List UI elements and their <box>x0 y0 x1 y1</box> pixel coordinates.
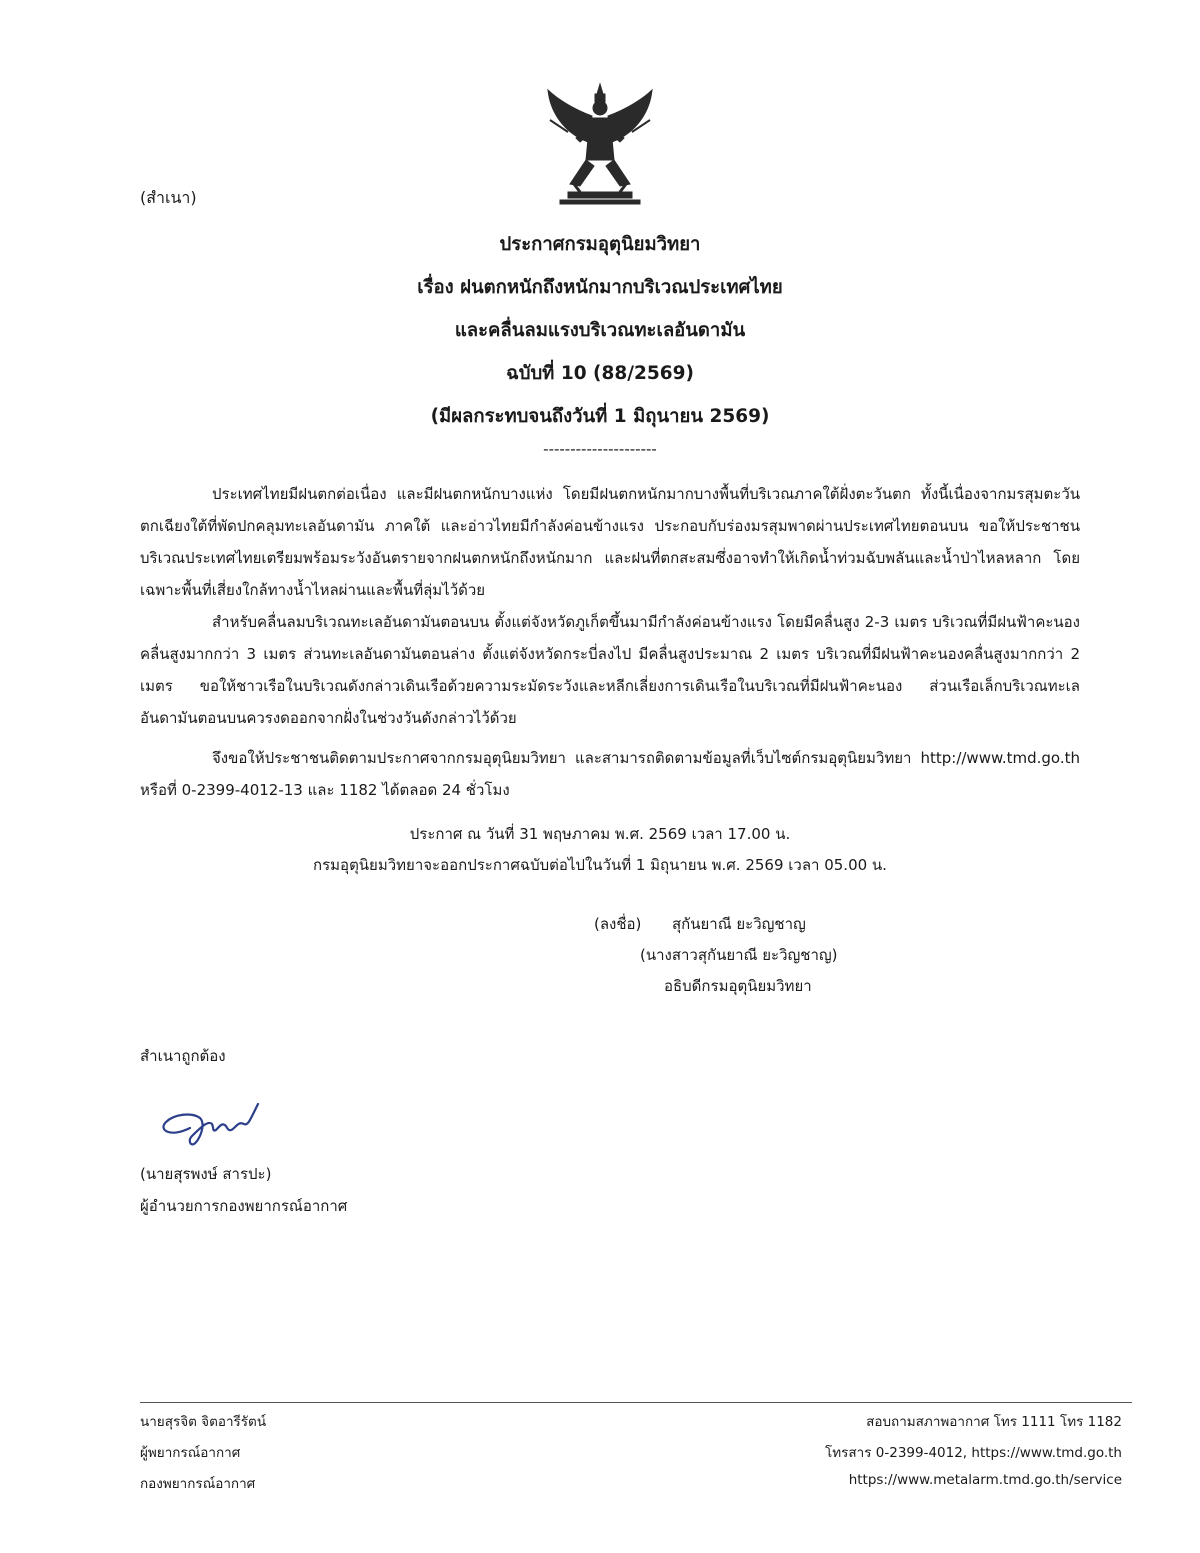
title-line-3: และคลื่นลมแรงบริเวณทะเลอันดามัน <box>454 320 746 341</box>
issue-number: ฉบับที่ 10 (88/2569) <box>506 363 694 384</box>
signatory-full-name: (นางสาวสุกันยาณี ยะวิญชาญ) <box>640 946 838 964</box>
copy-mark: (สำเนา) <box>140 188 197 207</box>
title-divider: --------------------- <box>543 440 657 458</box>
footer-hotline: สอบถามสภาพอากาศ โทร 1111 โทร 1182 <box>866 1414 1122 1430</box>
title-line-2: เรื่อง ฝนตกหนักถึงหนักมากบริเวณประเทศไทย <box>417 277 783 298</box>
effective-date: (มีผลกระทบจนถึงวันที่ 1 มิถุนายน 2569) <box>430 406 770 427</box>
paragraph-3-text: จึงขอให้ประชาชนติดตามประกาศจากกรมอุตุนิยมวิทยา และสามารถติดตามข้อมูลที่เว็บไซต์กรมอุตุนิยมวิทยา http://www.tmd.go.th หรือที่ 0-2399-4012-13 และ 1182 ได้ตลอด 24 ชั่วโมง <box>140 749 1080 799</box>
footer-forecaster-role: ผู้พยากรณ์อากาศ <box>140 1445 241 1461</box>
announce-date: ประกาศ ณ วันที่ 31 พฤษภาคม พ.ศ. 2569 เวลา 17.00 น. <box>409 825 791 843</box>
paragraph-2-text: สำหรับคลื่นลมบริเวณทะเลอันดามันตอนบน ตั้งแต่จังหวัดภูเก็ตขึ้นมามีกำลังค่อนข้างแรง โดยมีคลื่นสูง 2-3 เมตร บริเวณที่มีฝนฟ้าคะนองคลื่นสูงมากกว่า 3 เมตร ส่วนทะเลอันดามันตอนล่าง ตั้งแต่จังหวัดกระบี่ลงไป มีคลื่นสูงประมาณ 2 เมตร บริเวณที่มีฝนฟ้าคะนองคลื่นสูงมากกว่า 2 เมตร ขอให้ชาวเรือในบริเวณดังกล่าวเดินเรือด้วยความระมัดระวังและหลีกเลี่ยงการเดินเรือในบริเวณที่มีฝนฟ้าคะนอง ส่วนเรือเล็กบริเวณทะเลอันดามันตอนบนควรงดออกจากฝั่งในช่วงวันดังกล่าวไว้ด้วย <box>140 613 1080 727</box>
signatory-position: อธิบดีกรมอุตุนิยมวิทยา <box>664 977 812 995</box>
footer-forecaster-name: นายสุรจิต จิตอารีรัตน์ <box>140 1414 267 1430</box>
footer-metalarm-link[interactable]: https://www.metalarm.tmd.go.th/service <box>848 1472 1122 1488</box>
next-announcement: กรมอุตุนิยมวิทยาจะออกประกาศฉบับต่อไปในวันที่ 1 มิถุนายน พ.ศ. 2569 เวลา 05.00 น. <box>313 856 887 874</box>
certified-label: สำเนาถูกต้อง <box>140 1047 226 1065</box>
certifier-position: ผู้อำนวยการกองพยากรณ์อากาศ <box>140 1197 348 1215</box>
signed-label: (ลงชื่อ) <box>594 915 642 933</box>
certifier-name: (นายสุรพงษ์ สารปะ) <box>140 1165 272 1183</box>
paragraph-1 <box>140 478 1080 606</box>
title-line-1: ประกาศกรมอุตุนิยมวิทยา <box>499 234 701 255</box>
footer-divider <box>140 1402 1132 1403</box>
paragraph-3 <box>140 742 1080 806</box>
footer-division: กองพยากรณ์อากาศ <box>140 1476 256 1492</box>
paragraph-1-text: ประเทศไทยมีฝนตกต่อเนื่อง และมีฝนตกหนักบางแห่ง โดยมีฝนตกหนักมากบางพื้นที่บริเวณภาคใต้ฝั่งตะวันตก ทั้งนี้เนื่องจากมรสุมตะวันตกเฉียงใต้ที่พัดปกคลุมทะเลอันดามัน ภาคใต้ และอ่าวไทยมีกำลังค่อนข้างแรง ประกอบกับร่องมรสุมพาดผ่านประเทศไทยตอนบน ขอให้ประชาชนบริเวณประเทศไทยเตรียมพร้อมระวังอันตรายจากฝนตกหนักถึงหนักมาก และฝนที่ตกสะสมซึ่งอาจทำให้เกิดน้ำท่วมฉับพลันและน้ำป่าไหลหลาก โดยเฉพาะพื้นที่เสี่ยงใกล้ทางน้ำไหลผ่านและพื้นที่ลุ่มไว้ด้วย <box>140 485 1080 599</box>
signed-name: สุกันยาณี ยะวิญชาญ <box>672 915 806 933</box>
footer-fax-website: โทรสาร 0-2399-4012, https://www.tmd.go.th <box>825 1445 1122 1461</box>
handwritten-signature-icon <box>150 1090 265 1150</box>
paragraph-2 <box>140 606 1080 734</box>
garuda-emblem-icon <box>540 80 660 210</box>
